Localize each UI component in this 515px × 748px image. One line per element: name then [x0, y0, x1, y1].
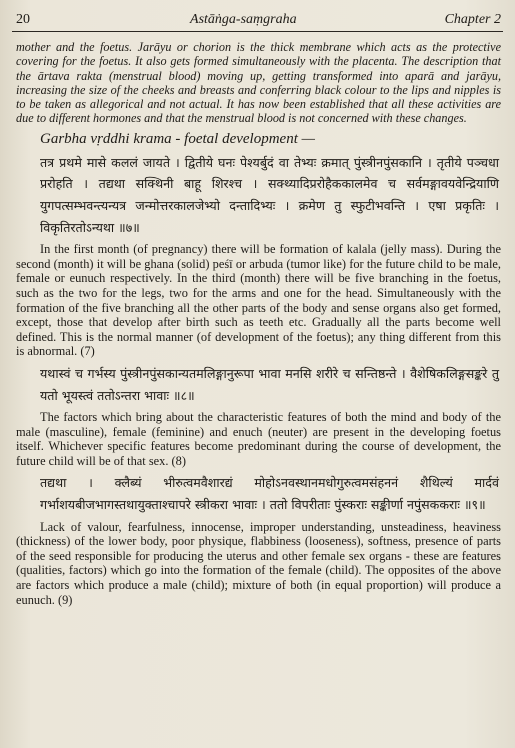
page-number: 20 — [16, 12, 30, 27]
translation-7: In the first month (of pregnancy) there will be formation of kalala (jelly mass). During the second (month) it will be ghana (solid) peśī or arbuda (tumor like) for the future child to be male, female or eunuch respectively. In the third (month) there will be five branching in the foetus, such as the two for the legs, two for the arms and one for the head. Simultaneously with the formation of the five branching all the other parts of the body and sense organs also get formed, except, those that develop after birth such as teeth etc. Gradually all the parts become well defined. This is the normal manner (of development of the foetus); any thing different from this is abnormal. (7) — [16, 242, 501, 359]
translation-9: Lack of valour, fearfulness, innocense, improper understanding, unsteadiness, heaviness (thickness) of the lower body, poor physique, flabbiness (looseness), softness, presence of parts of the seed responsible for producing the uterus and other female sex organs - these are features (qualities, factors) which go into the formation of the female (child). The opposites of the above are factors which produce a male (child); mixture of both (in equal proportion) will produce a eunuch. (9) — [16, 519, 501, 607]
sanskrit-verse-9: तद्यथा । क्लैब्यं भीरुत्वमवैशारद्यं मोहोऽनवस्थानमधोगुरुत्वमसंहननं शैथिल्यं मार्दवं गर्भाशयबीजभागस्तथायुक्ताश्चापरे स्त्रीकरा भावाः । ततो विपरीताः पुंस्कराः सङ्कीर्णा नपुंसककराः ॥९॥ — [40, 475, 499, 513]
intro-paragraph: mother and the foetus. Jarāyu or chorion is the thick membrane which acts as the protective covering for the foetus. It also gets formed simultaneously with the placenta. The description that the ārtava rakta (menstrual blood) moving up, getting transformed into aparā and jarāyu, increasing the size of the cheeks and breasts and conferring black colour to the lips and nipples is to be taken as allegorical and not actual. It has now been established that all these activities are due to different hormones and that the menstrual blood is not concerned with these changes. — [16, 40, 501, 126]
sanskrit-verse-7: तत्र प्रथमे मासे कललं जायते । द्वितीये घनः पेश्यर्बुदं वा तेभ्यः क्रमात् पुंस्त्रीनपुंसकानि । तृतीये पञ्चधा प्ररोहति । तद्यथा सक्थिनी बाहू शिरश्च । सक्थ्यादिप्ररोहैककालमेव च सर्वमङ्गावयवेन्द्रियाणि युगपत्सम्भवन्त्यन्यत्र जन्मोत्तरकालजेभ्यो दन्तादिभ्यः । क्रमेण तु स्फुटीभवन्ति । एषा प्रकृतिः । विकृतिरतोऽन्यथा ॥७॥ — [40, 154, 499, 235]
chapter-label: Chapter 2 — [444, 12, 501, 27]
sanskrit-verse-8: यथास्वं च गर्भस्य पुंस्त्रीनपुंसकान्यतमलिङ्गानुरूपा भावा मनसि शरीरे च सन्तिष्ठन्ते । वैशेषिकलिङ्गसङ्करे तु यतो भूयस्त्वं ततोऽन्तरा भावाः ॥८॥ — [40, 365, 499, 403]
section-heading: Garbha vṛddhi krama - foetal development — — [40, 130, 315, 147]
book-title: Astāṅga-saṃgraha — [190, 12, 297, 27]
running-header — [12, 12, 503, 31]
header-rule — [12, 31, 503, 32]
translation-8: The factors which bring about the characteristic features of both the mind and body of the male (masculine), female (feminine) and enuch (neuter) are present in the developing foetus itself. Whichever specific features become predominant during the course of development, the future child will be of that sex. (8) — [16, 410, 501, 468]
